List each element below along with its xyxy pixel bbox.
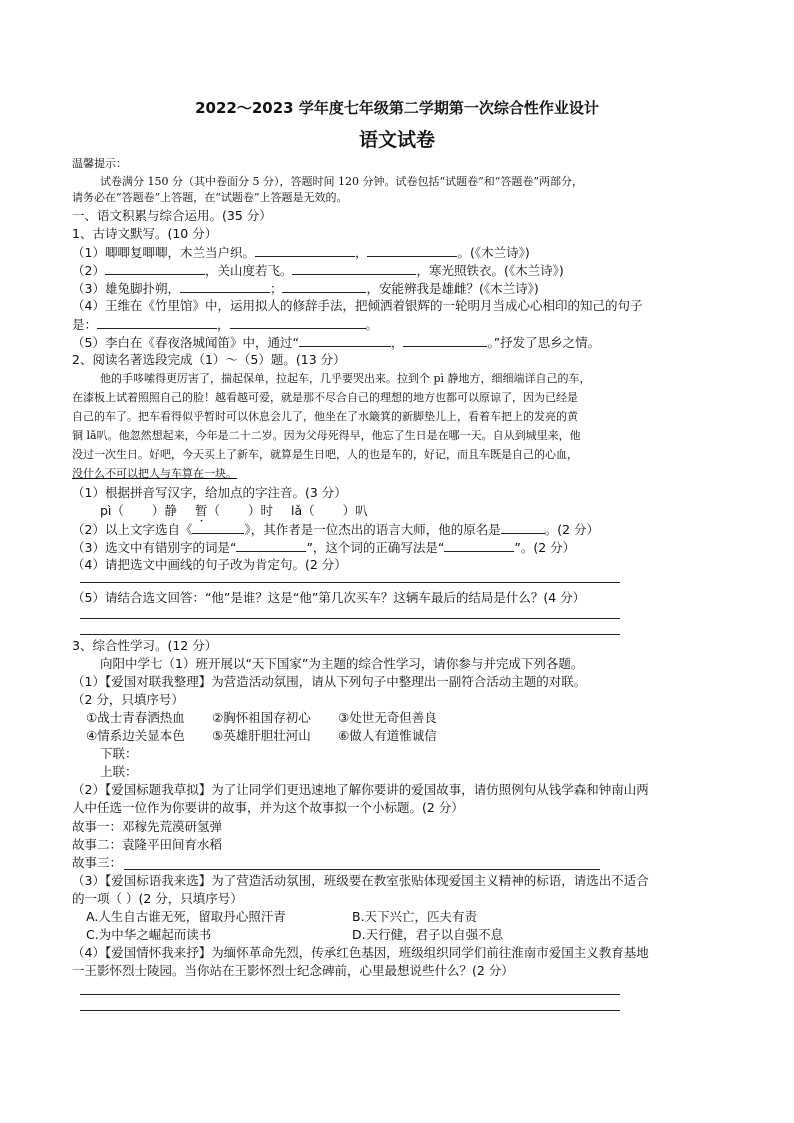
answer-blank[interactable] [501,521,545,534]
answer-blank[interactable] [192,521,244,534]
answer-line[interactable] [80,582,620,583]
passage-line: 在漆板上试着照照自己的脸！越看越可爱，就是那不尽合自己的理想的地方也都可以原谅了，因为已经是 [72,391,578,404]
sub-question: （4）请把选文中画线的句子改为肯定句。(2 分） [72,557,347,572]
intro-text: 向阳中学七（1）班开展以“天下国家”为主题的综合性学习，请你参与并完成下列各题。 [100,656,584,671]
answer-line[interactable] [80,1010,620,1011]
option-item: ④情系边关显本色 [86,728,185,743]
recitation-item: （5）李白在《春夜洛城闻笛》中，通过“ ， 。”抒发了思乡之情。 [72,335,601,350]
pinyin-open: （ [207,503,220,518]
answer-blank[interactable] [444,539,514,552]
answer-blank[interactable] [282,280,366,293]
choice-b: B.天下兴亡，匹夫有责 [352,909,478,924]
question-heading: 2、阅读名著选段完成（1）～（5）题。(13 分） [72,352,346,367]
answer-line[interactable] [80,634,620,635]
answer-line[interactable] [80,994,620,995]
passage-line: 没过一次生日。好吧，今天买上了新车，就算是生日吧，人的也是车的，好记，而且车既是自己的心血， [72,448,578,461]
sub-question: 人中任选一位作为你要讲的故事，并为这个故事拟一个小标题。(2 分） [72,800,464,815]
sub-question: （1）根据拼音写汉字，给加点的字注音。(3 分） [72,485,347,500]
question-heading: 3、综合性学习。(12 分） [72,638,218,653]
story-example: 故事二：袁隆平田间育水稻 [72,837,223,852]
recitation-item: （2） ，关山度若飞。 ，寒光照铁衣。(《木兰诗》) [72,263,564,278]
sub-question: （3）选文中有错别字的词是“ ”，这个词的正确写法是“ ”。(2 分） [72,540,576,555]
passage-line: 铜 lǎ叭。他忽然想起来，今年是二十二岁。因为父母死得早，他忘了生日是在哪一天。自从到城里来，他 [72,429,581,442]
option-item: ②胸怀祖国存初心 [212,710,311,725]
answer-blank[interactable] [367,244,457,257]
choice-c: C.为中华之崛起而读书 [86,927,212,942]
dotted-character: 暂 [194,503,208,518]
option-item: ⑥做人有道惟诚信 [338,728,437,743]
underlined-sentence: 没什么不可以把人与车算在一块。 [72,467,237,480]
option-item: ③处世无奇但善良 [338,710,437,725]
pinyin-row: pì（ ）静 暂（ ）时 lǎ（ ）叭 [100,503,368,518]
answer-blank[interactable] [255,244,355,257]
recitation-item: （1）唧唧复唧唧，木兰当户织。 ， 。(《木兰诗》) [72,245,530,260]
recitation-item: （3）雄兔脚扑朔， ； ，安能辨我是雄雌？(《木兰诗》) [72,281,539,296]
sub-question: （2）以上文字选自《 》，其作者是一位杰出的语言大师，他的原名是 。(2 分） [72,522,600,537]
passage-line: 他的手哆嗦得更厉害了，揣起保单，拉起车，几乎要哭出来。拉到个 pì 静地方，细细端详自己的车， [100,372,591,385]
option-item: ⑤英雄肝胆壮河山 [212,728,311,743]
answer-blank[interactable] [236,539,306,552]
sub-question: （5）请结合选文回答：“他”是谁？这是“他”第几次买车？这辆车最后的结局是什么？(4 分） [72,590,586,605]
couplet-upper-label: 上联： [100,764,138,779]
answer-blank[interactable] [403,334,487,347]
choice-d: D.天行健，君子以自强不息 [352,927,504,942]
sub-question: （4）【爱国情怀我来抒】为缅怀革命先烈，传承红色基因，班级组织同学们前往淮南市爱国主义教育基地 [72,945,649,960]
notice-line: 请务必在“答题卷”上答题，在“试题卷”上答题是无效的。 [72,191,348,204]
option-item: ①战士青春洒热血 [86,710,185,725]
answer-blank[interactable] [299,334,391,347]
section-heading: 一、语文积累与综合运用。(35 分） [72,208,272,223]
answer-blank[interactable] [230,316,366,329]
answer-blank[interactable] [180,280,270,293]
story-example: 故事一：邓稼先荒漠研氢弹 [72,819,223,834]
recitation-item: （4）王维在《竹里馆》中，运用拟人的修辞手法，把倾洒着银辉的一轮明月当成心心相印的知己的句子 [72,298,643,313]
answer-blank[interactable] [292,262,416,275]
answer-blank[interactable] [97,316,217,329]
sub-question: （3）【爱国标语我来选】为了营造活动氛围，班级要在教室张贴体现爱国主义精神的标语，请选出不适合 [72,873,649,888]
sub-question: （2）【爱国标题我草拟】为了让同学们更迅速地了解你要讲的爱国故事，请仿照例句从钱学森和钟南山两 [72,782,649,797]
question-heading: 1、古诗文默写。(10 分） [72,226,218,241]
story-example: 故事三： [72,855,123,870]
couplet-lower-label: 下联： [100,746,138,761]
answer-line[interactable] [124,869,600,870]
sub-question: 一王影怀烈士陵园。当你站在王影怀烈士纪念碑前，心里最想说些什么？(2 分） [72,963,514,978]
answer-line[interactable] [80,618,620,619]
exam-subtitle: 语文试卷 [358,129,435,151]
notice-heading: 温馨提示： [72,157,127,170]
recitation-item: 是： ， 。 [72,317,379,332]
sub-question: 的一项（ ）(2 分，只填序号） [72,891,243,906]
choice-a: A.人生自古谁无死，留取丹心照汗青 [86,909,286,924]
notice-line: 试卷满分 150 分（其中卷面分 5 分），答题时间 120 分钟。试卷包括“试题卷”和“答题卷”两部分， [100,175,583,188]
sub-question: （1）【爱国对联我整理】为营造活动氛围，请从下列句子中整理出一副符合活动主题的对联。 [72,674,587,689]
passage-line: 自己的车了。把车看得似乎暂时可以休息会儿了，他坐在了水簸箕的新脚垫儿上，看着车把上的发亮的黄 [72,410,578,423]
exam-title: 2022～2023 学年度七年级第二学期第一次综合性作业设计 [195,99,599,117]
sub-question: （2 分，只填序号） [72,692,184,707]
answer-blank[interactable] [105,262,205,275]
